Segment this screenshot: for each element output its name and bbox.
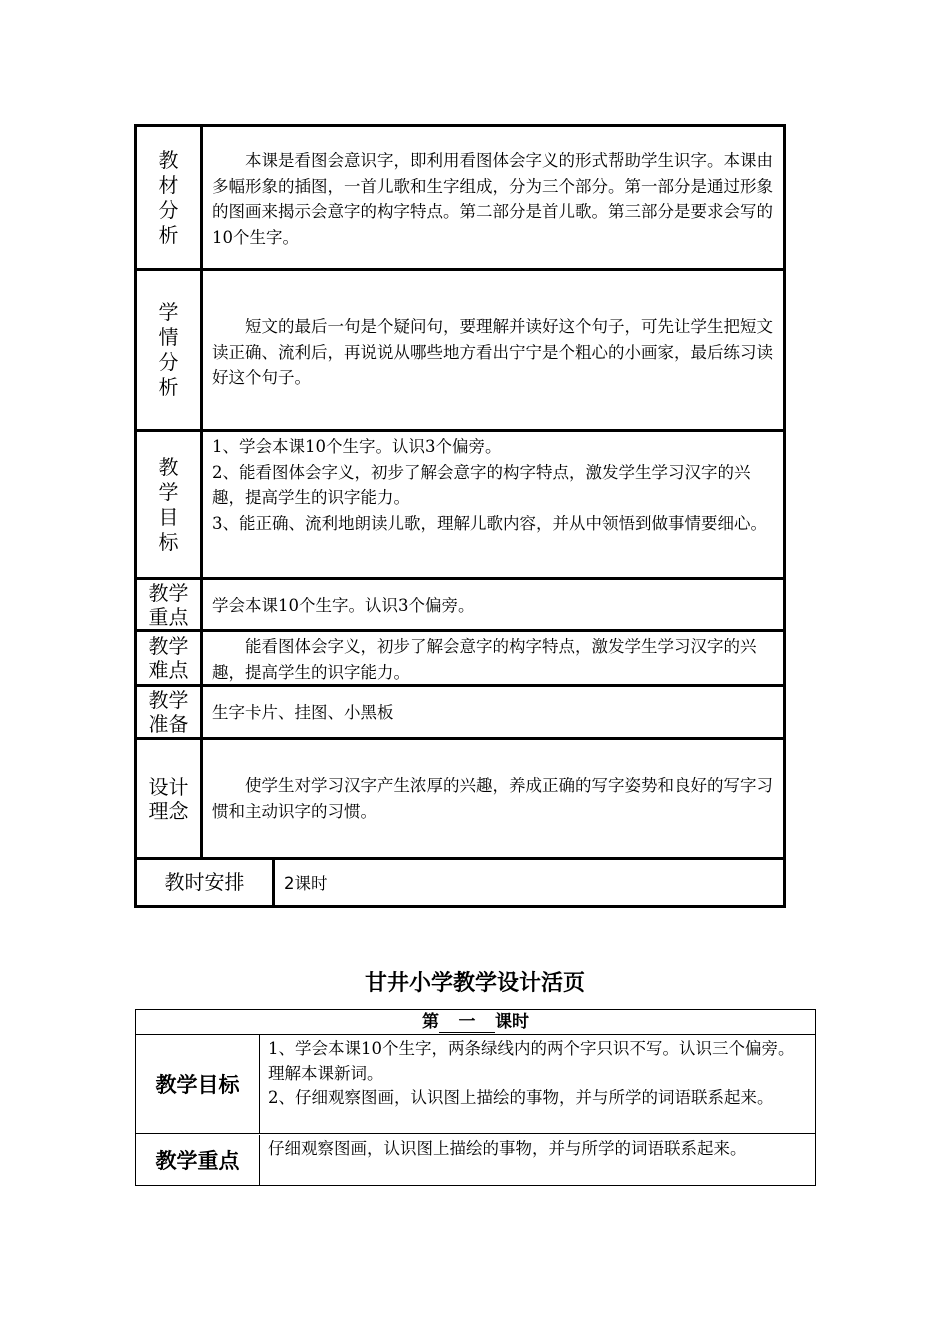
row-content — [203, 740, 783, 857]
content-paragraph: 学会本课10个生字。认识3个偏旁。 — [212, 596, 475, 615]
content-paragraph: 短文的最后一句是个疑问句，要理解并读好这个句子，可先让学生把短文读正确、流利后，再说说从哪些地方看出宁宁是个粗心的小画家，最后练习读好这个句子。 — [212, 317, 773, 387]
content-paragraph: 本课是看图会意识字，即利用看图体会字义的形式帮助学生识字。本课由多幅形象的插图，一首儿歌和生字组成，分为三个部分。第一部分是通过形象的图画来揭示会意字的构字特点。第二部分是首儿歌。第三部分是要求会写的10个生字。 — [212, 151, 773, 247]
row-student-analysis — [137, 271, 783, 432]
content-line: 2、能看图体会字义，初步了解会意字的构字特点，激发学生学习汉字的兴趣，提高学生的识字能力。 — [212, 462, 751, 507]
row-content — [203, 632, 783, 684]
row-label: 教学重点 — [137, 580, 203, 629]
row-teaching-goals — [136, 1035, 815, 1134]
row-difficulties — [137, 632, 783, 687]
row-key-points — [136, 1135, 815, 1185]
row-design-concept — [137, 740, 783, 860]
content-paragraph: 使学生对学习汉字产生浓厚的兴趣，养成正确的写字姿势和良好的写字习惯和主动识字的习惯。 — [212, 776, 773, 821]
row-label: 教学重点 — [136, 1135, 260, 1185]
lesson-page-table — [135, 1009, 816, 1186]
row-preparation — [137, 687, 783, 740]
row-label: 教材分析 — [137, 127, 203, 268]
row-content — [203, 127, 783, 268]
content-line: 3、能正确、流利地朗读儿歌，理解儿歌内容，并从中领悟到做事情要细心。 — [212, 513, 767, 533]
row-teaching-goals — [137, 432, 783, 580]
content-paragraph: 生字卡片、挂图、小黑板 — [212, 703, 394, 722]
lesson-header — [136, 1010, 815, 1035]
row-label: 教学难点 — [137, 632, 203, 684]
content-line: 1、学会本课10个生字，两条绿线内的两个字只识不写。认识三个偏旁。理解本课新词。 — [268, 1039, 795, 1083]
row-label: 教学目标 — [136, 1035, 260, 1133]
row-key-points — [137, 580, 783, 632]
row-content — [275, 860, 783, 905]
content-line: 1、学会本课10个生字。认识3个偏旁。 — [212, 437, 502, 456]
content-paragraph: 能看图体会字义，初步了解会意字的构字特点，激发学生学习汉字的兴趣，提高学生的识字能力。 — [212, 637, 757, 682]
page-title: 甘井小学教学设计活页 — [364, 971, 585, 996]
content-paragraph: 2课时 — [284, 874, 328, 893]
row-label: 教学目标 — [137, 432, 203, 577]
row-material-analysis — [137, 127, 783, 271]
row-label: 教学准备 — [137, 687, 203, 737]
content-line: 仔细观察图画，认识图上描绘的事物，并与所学的词语联系起来。 — [268, 1139, 747, 1158]
row-content — [203, 432, 783, 577]
row-label: 设计理念 — [137, 740, 203, 857]
row-label: 学情分析 — [137, 271, 203, 429]
row-label: 教时安排 — [137, 860, 275, 905]
row-schedule — [137, 860, 783, 905]
row-content — [259, 1135, 815, 1185]
row-content — [203, 580, 783, 629]
header-number: 一 — [439, 1013, 495, 1033]
lesson-plan-table — [134, 124, 786, 908]
row-content — [203, 271, 783, 429]
header-prefix: 第 — [422, 1012, 439, 1032]
row-content — [203, 687, 783, 737]
content-line: 2、仔细观察图画，认识图上描绘的事物，并与所学的词语联系起来。 — [268, 1088, 774, 1107]
row-content — [259, 1035, 815, 1133]
header-suffix: 课时 — [495, 1012, 529, 1032]
